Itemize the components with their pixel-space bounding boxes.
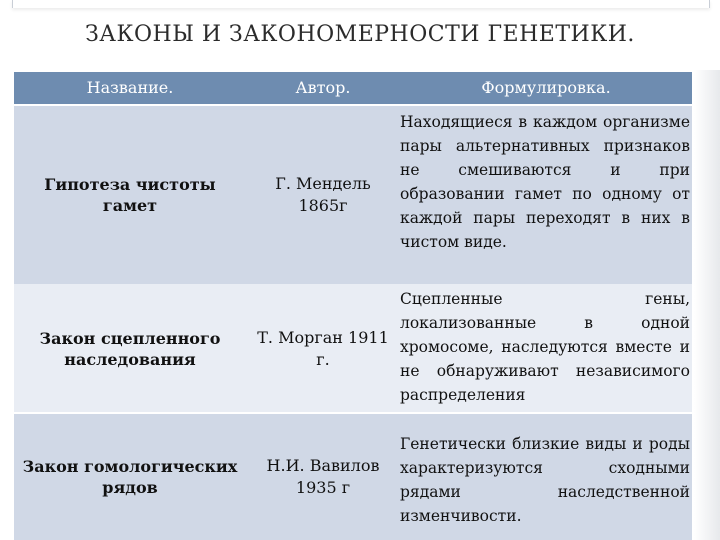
row-formulation	[400, 432, 690, 540]
row-formulation-text: Находящиеся в каждом организме пары альтернативных признаков не смешиваются и при образовании гамет по одному от каждой пары переходят в них в чистом виде.	[400, 113, 690, 251]
row-author: Н.И. Вавилов 1935 г	[266, 456, 380, 497]
table-row	[14, 106, 692, 284]
row-author: Г. Мендель 1865г	[275, 174, 371, 215]
row-name: Закон гомологических рядов	[22, 457, 238, 497]
row-formulation-text: Генетически близкие виды и роды характеризуются сходными рядами наследственной изменчивости.	[400, 435, 690, 525]
table-row	[14, 284, 692, 414]
slide-title: ЗАКОНЫ И ЗАКОНОМЕРНОСТИ ГЕНЕТИКИ.	[85, 22, 635, 47]
slide-edge-shadow	[694, 70, 720, 540]
header-formulation: Формулировка.	[481, 78, 611, 97]
row-formulation	[400, 287, 690, 414]
row-formulation	[400, 110, 690, 284]
row-formulation-text: Сцепленные гены, локализованные в одной хромосоме, наследуются вместе и не обнаруживают независимого распределения	[400, 290, 690, 404]
table-header	[14, 72, 692, 106]
genetics-laws-table	[14, 72, 692, 540]
header-author: Автор.	[295, 78, 351, 97]
header-name: Название.	[86, 78, 174, 97]
table-row	[14, 414, 692, 540]
row-name: Гипотеза чистоты гамет	[44, 175, 216, 215]
row-name: Закон сцепленного наследования	[39, 329, 221, 369]
slide-frame-top	[12, 0, 710, 8]
row-author: Т. Морган 1911 г.	[257, 328, 389, 369]
